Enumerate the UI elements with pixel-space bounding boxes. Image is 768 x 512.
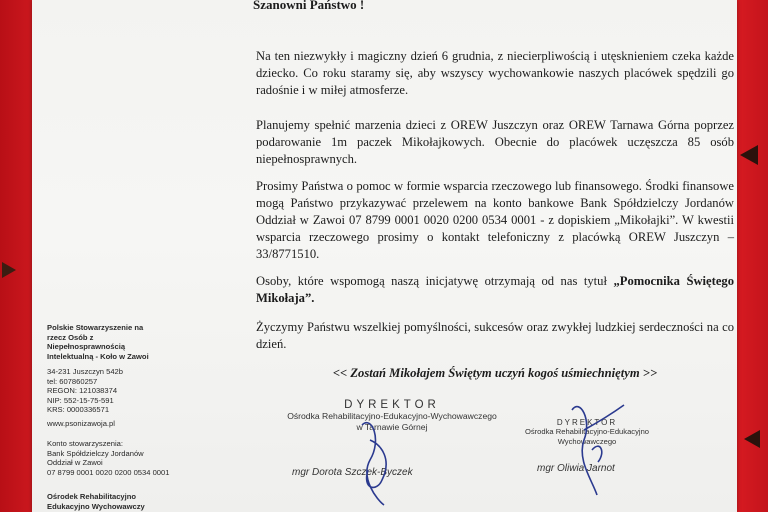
sidebar-address-line: KRS: 0000336571 [47,405,110,415]
sidebar-org-line: Polskie Stowarzyszenie na [47,323,144,332]
sidebar-center-line: Ośrodek Rehabilitacyjno [47,492,137,501]
signature-scribble-left [362,423,386,505]
paragraph-1: Na ten niezwykły i magiczny dzień 6 grudnia, z niecierpliwością i utęsknieniem czeka każde dziecko. Co roku staramy się, aby wszyscy wychowankowie naszych placówek spędzili go radośnie i w miłej atmosferze. [256,49,734,97]
sidebar-konto-line: Konto stowarzyszenia: [47,439,123,448]
signature-name-left: mgr Dorota Szczek-Byczek [292,467,413,478]
sidebar-konto-line: 07 8799 0001 0020 0200 0534 0001 [47,467,170,477]
handwritten-signatures [32,0,737,512]
decoration-right-lower [744,430,760,448]
sidebar-address-line: tel: 607860257 [47,376,98,386]
stamp-right-title: DYREKTOR [556,418,618,427]
stamp-left-institution: Ośrodka Rehabilitacyjno-Edukacyjno-Wychowawczego [287,411,497,421]
stamp-right-institution-2: Wychowawczego [557,437,617,446]
paragraph-4-text: Osoby, które wspomogą naszą inicjatywę otrzymają od nas tytuł [256,274,607,288]
signature-name-right: mgr Oliwia Jarnot [537,463,615,474]
sidebar-center-line: Edukacyjno Wychowawczy [47,501,145,511]
sidebar-website: www.psonizawoja.pl [47,419,115,428]
sidebar-address-line: REGON: 121038374 [47,386,118,396]
sidebar-address-line: 34-231 Juszczyn 542b [47,367,123,376]
sidebar-address-line: NIP: 552-15-75-591 [47,395,114,405]
paragraph-3: Prosimy Państwa o pomoc w formie wsparcia rzeczowego lub finansowego. Środki finansowe mogą Państwo przykazywać przelewem na konto bankowe Bank Spółdzielczy Jordanów Oddział w Zawoi 07 8799 0001 0020 0200 0534 0001 - z dopiskiem „Mikołajki”. W kwestii wsparcia rzeczowego prosimy o kontakt telefoniczny z placówką OREW Juszczyn – 33/8771510. [256,179,734,261]
stamp-left-location: w Tarnawie Górnej [356,422,428,432]
sidebar-konto-line: Oddział w Zawoi [47,458,103,468]
salutation: Szanowni Państwo ! [253,0,365,12]
signature-scribble-right [572,405,624,495]
paragraph-2: Planujemy spełnić marzenia dzieci z OREW Juszczyn oraz OREW Tarnawa Górna poprzez podarowanie 1m paczek Mikołajkowych. Obecnie do placówek uczęszcza 85 osób niepełnosprawnych. [256,118,734,166]
sidebar-org-line: rzecz Osób z [47,332,94,342]
stamp-left-title: DYREKTOR [344,399,440,411]
motto: << Zostań Mikołajem Świętym uczyń kogoś uśmiechniętym >> [332,366,658,380]
sidebar-org-line: Niepełnosprawnością [47,342,126,352]
sidebar-konto-line: Bank Spółdzielczy Jordanów [47,448,144,458]
paragraph-5: Życzymy Państwu wszelkiej pomyślności, sukcesów oraz zwykłej ludzkiej serdeczności na co dzień. [256,320,734,351]
honorary-title: „Pomocnika Świętego Mikołaja”. [256,274,735,305]
decoration-right [740,145,758,165]
stamp-right-institution: Ośrodka Rehabilitacyjno-Edukacyjno [524,427,650,436]
letter-paper [32,0,737,512]
sidebar-org-line: Intelektualną - Koło w Zawoi [47,351,149,361]
decoration-left [2,262,16,278]
